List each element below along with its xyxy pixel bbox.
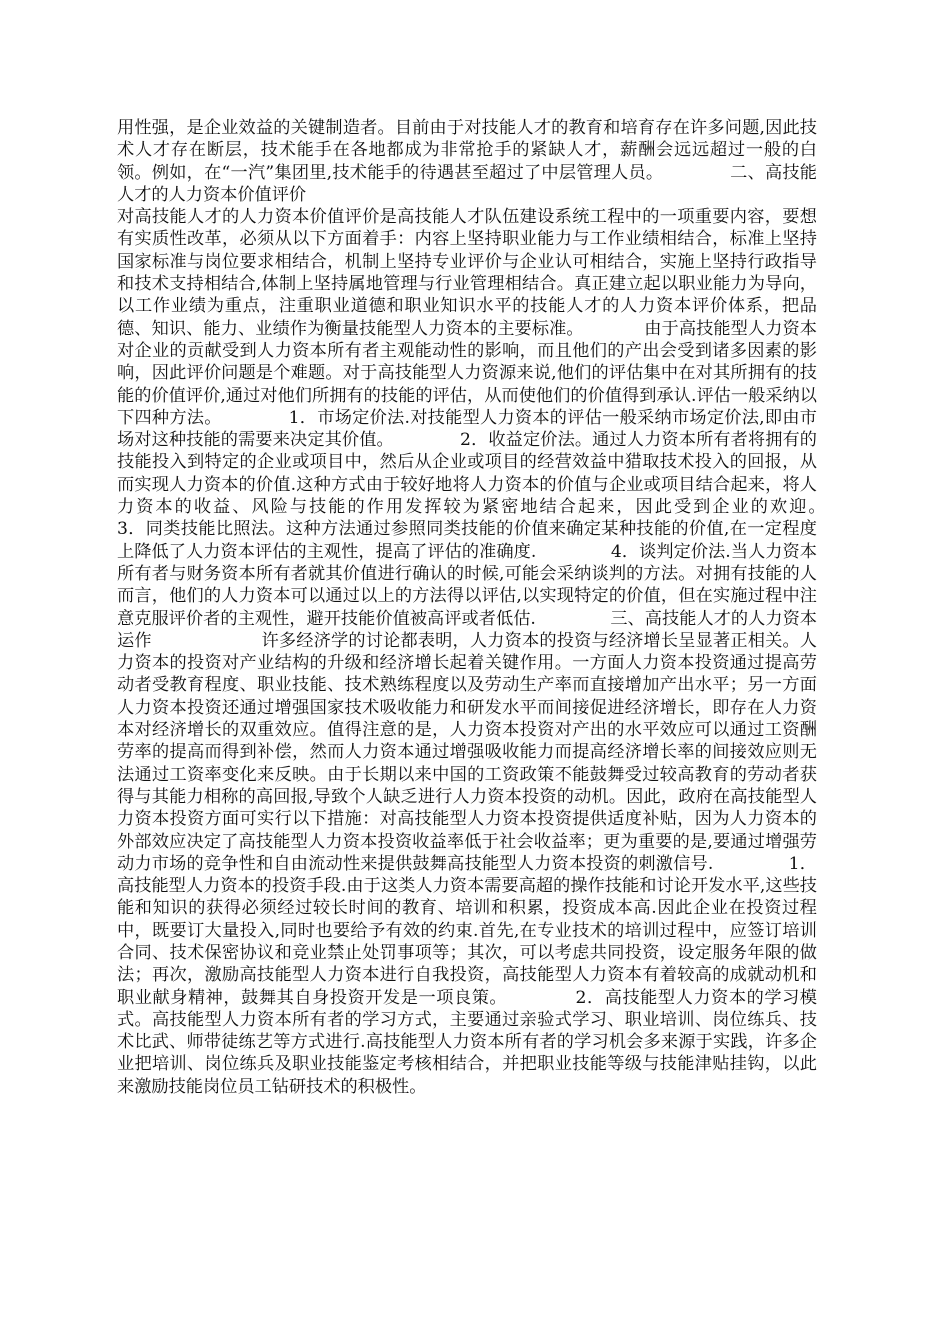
body-paragraph-2: 对高技能人才的人力资本价值评价是高技能人才队伍建设系统工程中的一项重要内容，要想有实质性改革，必须从以下方面着手：内容上坚持职业能力与工作业绩相结合，标准上坚持国家标准与岗位要求相结合，机制上坚持专业评价与企业认可相结合，实施上坚持行政指导和技术支持相结合,体制上坚持属地管理与行业管理相结合。真正建立起以职业能力为导向，以工作业绩为重点，注重职业道德和职业知识水平的技能人才的人力资本评价体系，把品德、知识、能力、业绩作为衡量技能型人力资本的主要标准。 由于高技能型人力资本对企业的贡献受到人力资本所有者主观能动性的影响，而且他们的产出会受到诸多因素的影响，因此评价问题是个难题。对于高技能型人力资源来说,他们的评估集中在对其所拥有的技能的价值评价,通过对他们所拥有的技能的评估，从而使他们的价值得到承认.评估一般采纳以下四种方法。 1．市场定价法.对技能型人力资本的评估一般采纳市场定价法,即由市场对这种技能的需要来决定其价值。 2．收益定价法。通过人力资本所有者将拥有的技能投入到特定的企业或项目中，然后从企业或项目的经营效益中猎取技术投入的回报，从而实现人力资本的价值.这种方式由于较好地将人力资本的价值与企业或项目结合起来，将人力资本的收益、风险与技能的作用发挥较为紧密地结合起来，因此受到企业的欢迎。 3．同类技能比照法。这种方法通过参照同类技能的价值来确定某种技能的价值,在一定程度上降低了人力资本评估的主观性，提高了评估的准确度. 4．谈判定价法.当人力资本所有者与财务资本所有者就其价值进行确认的时候,可能会采纳谈判的方法。对拥有技能的人而言，他们的人力资本可以通过以上的方法得以评估,以实现特定的价值，但在实施过程中注意克服评价者的主观性，避开技能价值被高评或者低估. 三、高技能人才的人力资本运作 许多经济学的讨论都表明，人力资本的投资与经济增长呈显著正相关。人力资本的投资对产业结构的升级和经济增长起着关键作用。一方面人力资本投资通过提高劳动者受教育程度、职业技能、技术熟练程度以及劳动生产率而直接增加产出水平；另一方面人力资本投资还通过增强国家技术吸收能力和研发水平而间接促进经济增长，即存在人力资本对经济增长的双重效应。值得注意的是，人力资本投资对产出的水平效应可以通过工资酬劳率的提高而得到补偿，然而人力资本通过增强吸收能力而提高经济增长率的间接效应则无法通过工资率变化来反映。由于长期以来中国的工资政策不能鼓舞受过较高教育的劳动者获得与其能力相称的高回报,导致个人缺乏进行人力资本投资的动机。因此，政府在高技能型人力资本投资方面可实行以下措施：对高技能型人力资本投资提供适度补贴，因为人力资本的外部效应决定了高技能型人力资本投资收益率低于社会收益率；更为重要的是,要通过增强劳动力市场的竞争性和自由流动性来提供鼓舞高技能型人力资本投资的刺激信号. 1．高技能型人力资本的投资手段.由于这类人力资本需要高超的操作技能和讨论开发水平,这些技能和知识的获得必须经过较长时间的教育、培训和积累，投资成本高.因此企业在投资过程中，既要订大量投入,同时也要给予有效的约束.首先,在专业技术的培训过程中，应签订培训合同、技术保密协议和竞业禁止处罚事项等；其次，可以考虑共同投资，设定服务年限的做法；再次，激励高技能型人力资本进行自我投资，高技能型人力资本有着较高的成就动机和职业献身精神，鼓舞其自身投资开发是一项良策。 2．高技能型人力资本的学习模式。高技能型人力资本所有者的学习方式，主要通过亲验式学习、职业培训、岗位练兵、技术比武、师带徒练艺等方式进行.高技能型人力资本所有者的学习机会多来源于实践，许多企业把培训、岗位练兵及职业技能鉴定考核相结合，并把职业技能等级与技能津贴挂钩，以此来激励技能岗位员工钻研技术的积极性。 bbox=[117, 207, 892, 1097]
body-paragraph-1: 用性强，是企业效益的关键制造者。目前由于对技能人才的教育和培育存在许多问题,因此技术人才存在断层，技术能手在各地都成为非常抢手的紧缺人才，薪酬会远远超过一般的白领。例如，在“一汽”集团里,技术能手的待遇甚至超过了中层管理人员。 二、高技能人才的人力资本价值评价 bbox=[117, 118, 817, 205]
document-page bbox=[117, 117, 892, 1098]
